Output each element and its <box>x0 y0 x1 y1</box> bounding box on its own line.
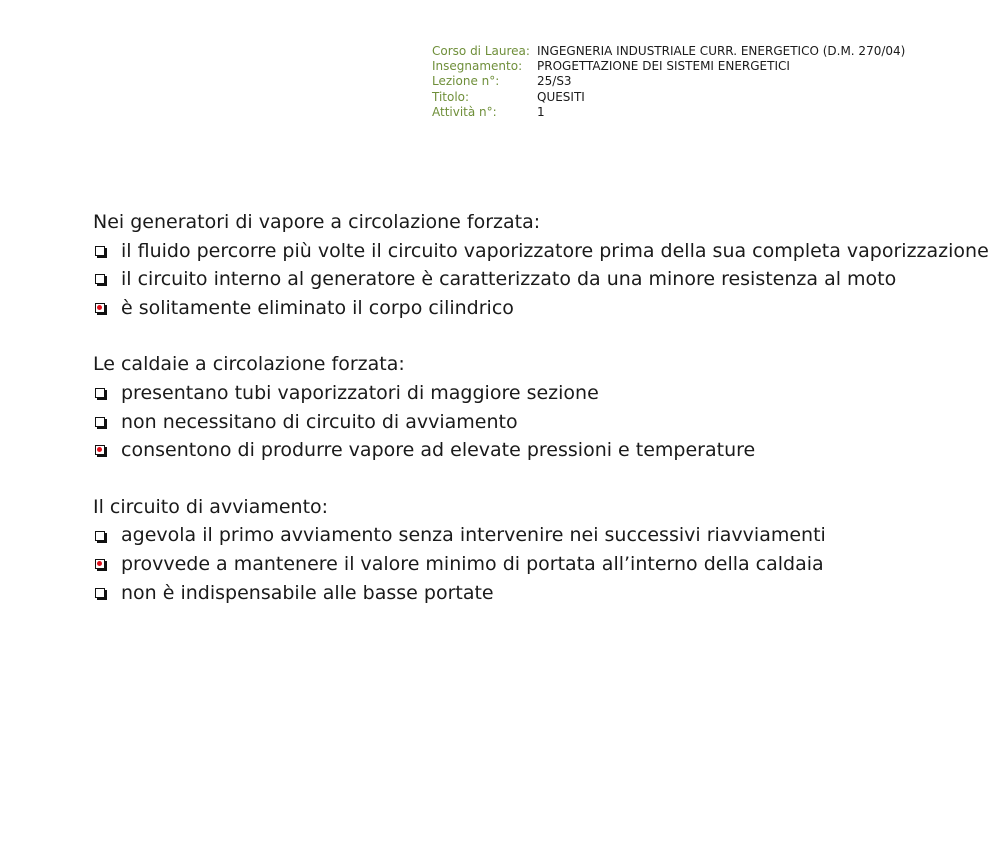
checkbox-icon[interactable] <box>95 246 105 256</box>
question-3 <box>93 493 973 607</box>
header-row-course <box>432 44 905 59</box>
answer-text: il fluido percorre più volte il circuito vaporizzatore prima della sua completa vaporizzazione <box>121 239 989 262</box>
answer-option[interactable] <box>93 294 973 323</box>
question-text: Le caldaie a circolazione forzata: <box>93 353 405 376</box>
title-label: Titolo: <box>432 89 470 104</box>
answer-text: consentono di produrre vapore ad elevate pressioni e temperature <box>121 439 756 462</box>
checkbox-icon[interactable] <box>95 531 105 541</box>
answer-option[interactable] <box>93 521 973 550</box>
header-row-title <box>432 90 905 105</box>
activity-value: 1 <box>537 104 545 119</box>
answer-text: agevola il primo avviamento senza intervenire nei successivi riavviamenti <box>121 524 826 547</box>
answer-text: presentano tubi vaporizzatori di maggiore sezione <box>121 381 599 404</box>
activity-label: Attività n°: <box>432 104 497 119</box>
lesson-label: Lezione n°: <box>432 74 500 89</box>
answer-option[interactable] <box>93 579 973 608</box>
course-value: INGEGNERIA INDUSTRIALE CURR. ENERGETICO (D.M. 270/04) <box>537 44 906 58</box>
answer-option[interactable] <box>93 408 973 437</box>
question-1 <box>93 208 989 322</box>
checkbox-icon[interactable] <box>95 388 105 398</box>
answer-text: non è indispensabile alle basse portate <box>121 581 494 604</box>
answer-option[interactable] <box>93 265 973 294</box>
header-row-subject <box>432 59 905 74</box>
checkbox-icon[interactable] <box>95 417 105 427</box>
answer-text: provvede a mantenere il valore minimo di portata all’interno della caldaia <box>121 552 824 575</box>
answer-text: è solitamente eliminato il corpo cilindrico <box>121 296 514 319</box>
checkbox-icon[interactable] <box>95 274 105 284</box>
title-value: QUESITI <box>537 89 585 104</box>
subject-label: Insegnamento: <box>432 59 523 74</box>
course-info-header <box>432 44 905 120</box>
header-row-activity <box>432 105 905 120</box>
quiz-questions <box>93 208 989 635</box>
answer-option[interactable] <box>93 436 973 465</box>
question-2 <box>93 350 973 464</box>
lesson-value: 25/S3 <box>537 74 572 89</box>
checkbox-icon[interactable] <box>95 445 105 455</box>
question-text: Nei generatori di vapore a circolazione forzata: <box>93 211 541 233</box>
answer-text: il circuito interno al generatore è caratterizzato da una minore resistenza al moto <box>121 268 897 291</box>
answer-option[interactable] <box>93 237 989 266</box>
subject-value: PROGETTAZIONE DEI SISTEMI ENERGETICI <box>537 59 790 74</box>
answer-text: non necessitano di circuito di avviamento <box>121 410 518 433</box>
question-text: Il circuito di avviamento: <box>93 495 329 518</box>
answer-option[interactable] <box>93 550 973 579</box>
checkbox-icon[interactable] <box>95 588 105 598</box>
checkbox-icon[interactable] <box>95 559 105 569</box>
header-row-lesson <box>432 74 905 89</box>
course-label: Corso di Laurea: <box>432 44 530 58</box>
checkbox-icon[interactable] <box>95 303 105 313</box>
answer-option[interactable] <box>93 379 973 408</box>
